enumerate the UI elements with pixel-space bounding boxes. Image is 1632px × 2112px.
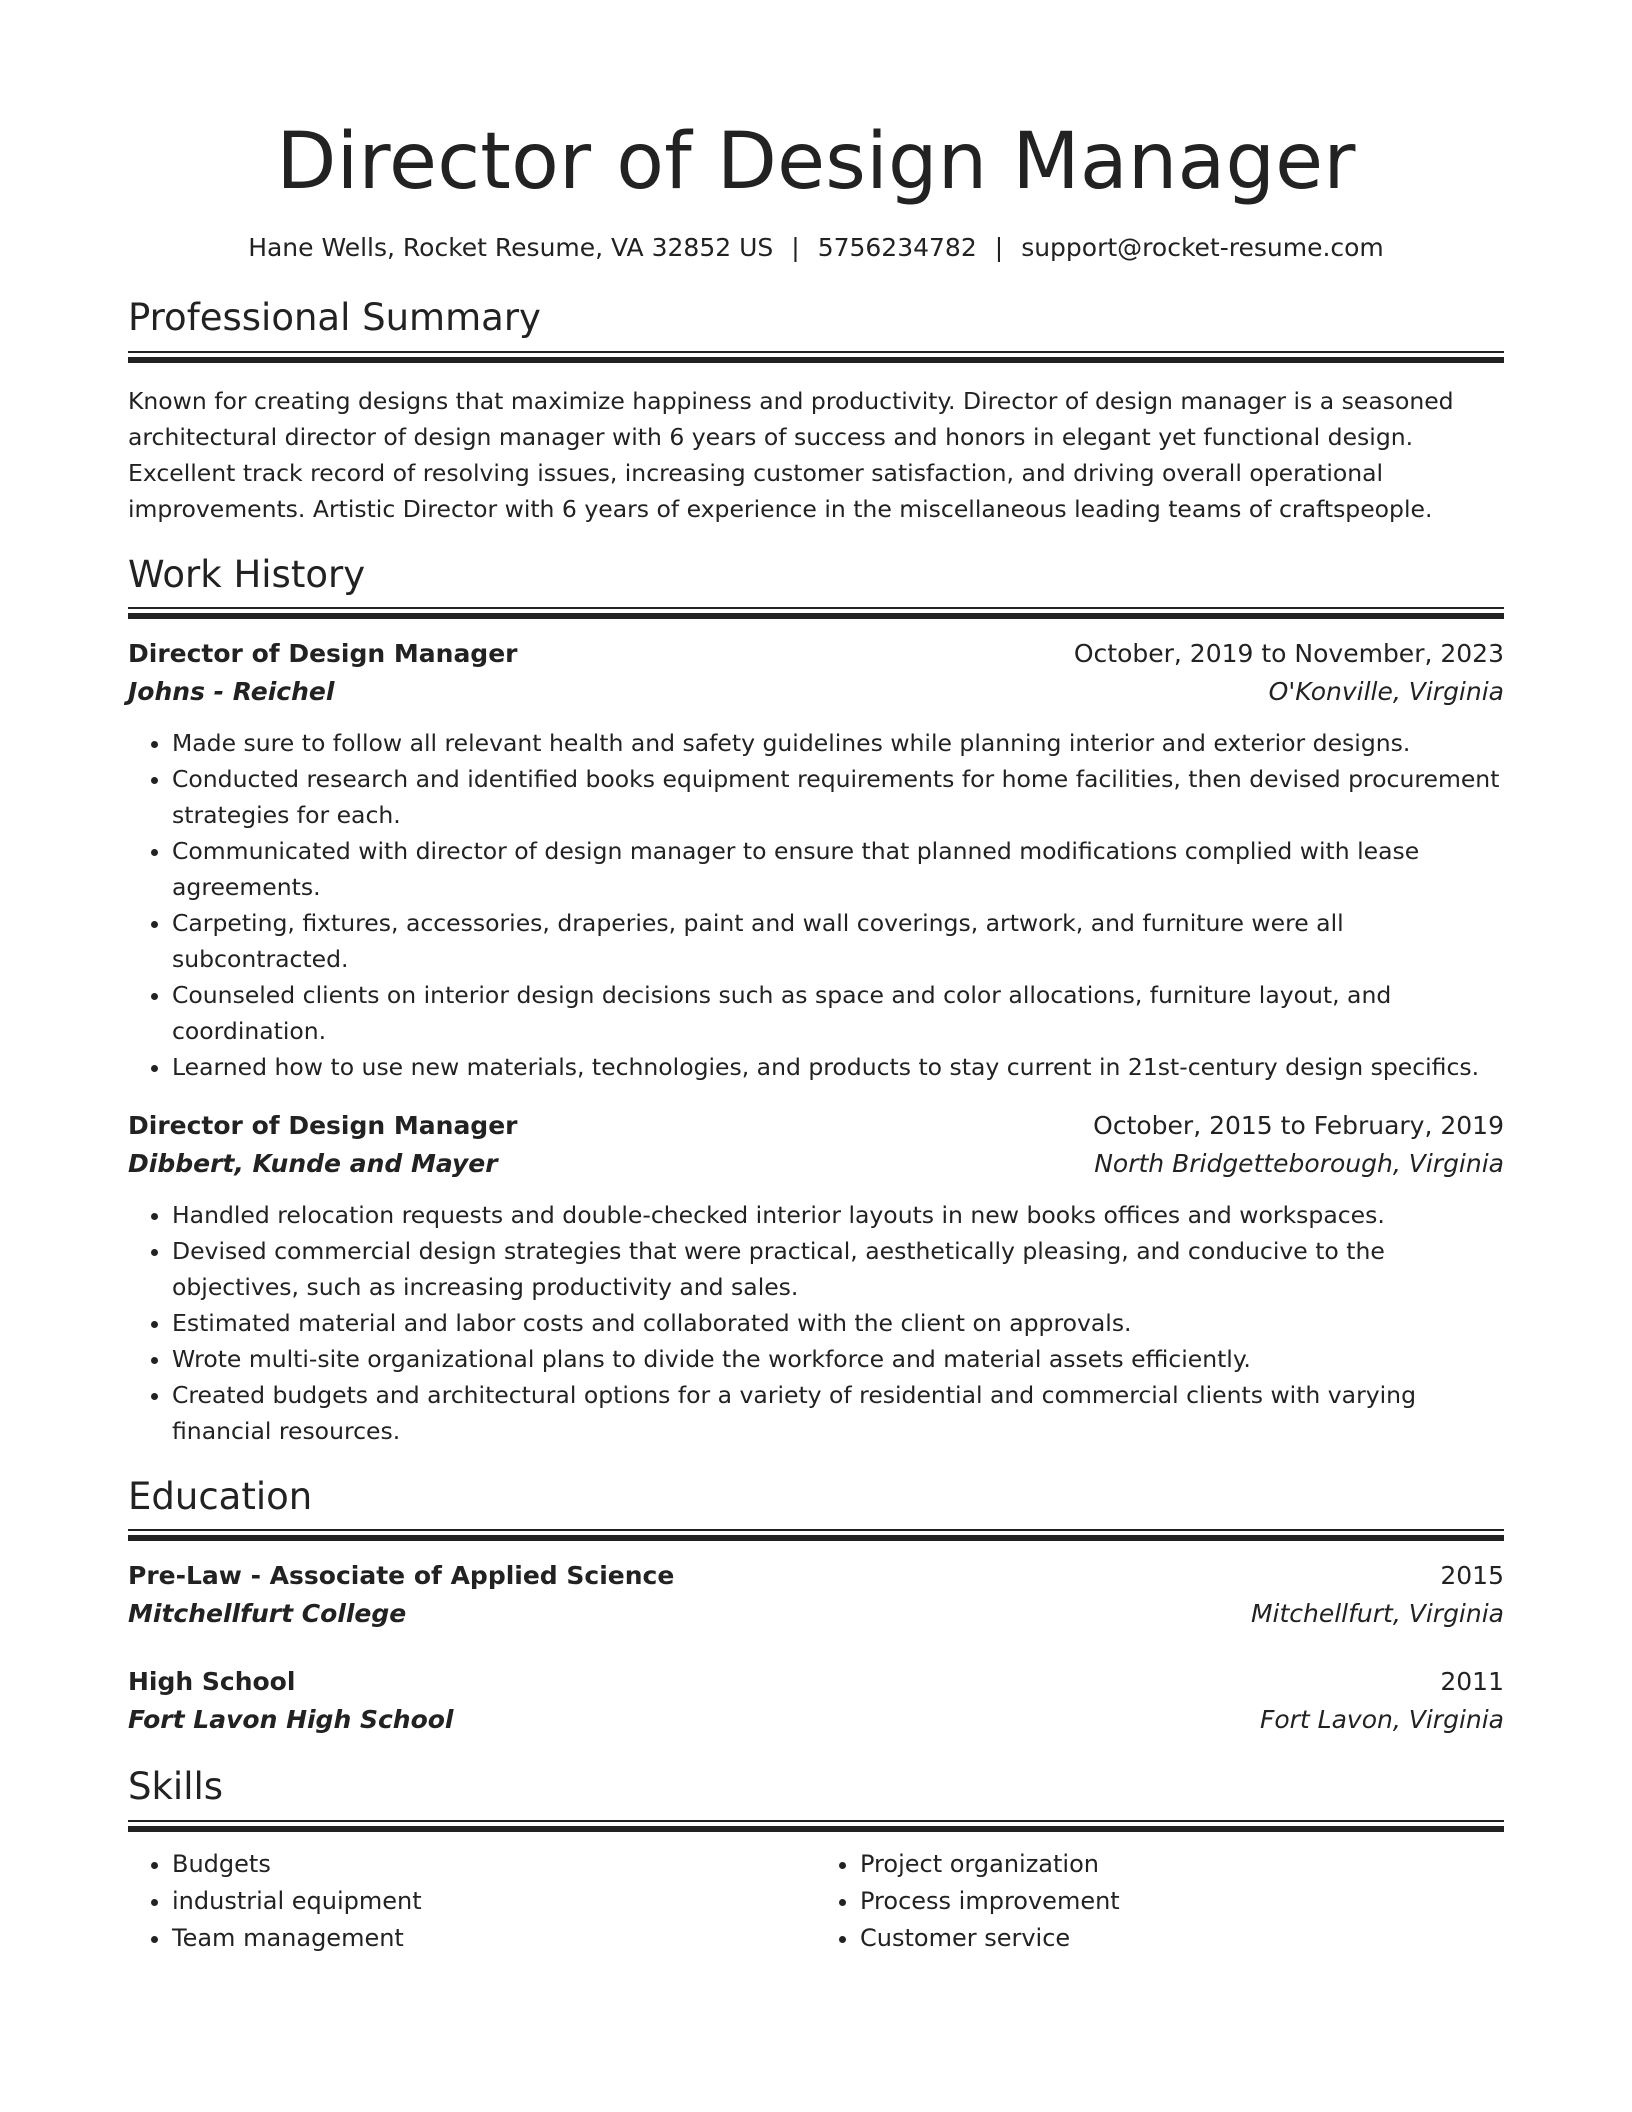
job-dates: October, 2015 to February, 2019: [1093, 1110, 1504, 1140]
contact-separator: |: [994, 232, 1004, 262]
education-degree: High School: [128, 1667, 296, 1697]
skill-item: • Project organization: [860, 1846, 1504, 1883]
section-heading-work-history: Work History: [128, 552, 366, 596]
list-item: • Created budgets and architectural options for a variety of residential and commercial clients with varying financial resources.: [172, 1377, 1504, 1449]
list-item: • Handled relocation requests and double-checked interior layouts in new books offices and workspaces.: [172, 1197, 1504, 1233]
education-header: [128, 1557, 1504, 1595]
list-item: • Learned how to use new materials, technologies, and products to stay current in 21st-century design specifics.: [172, 1049, 1504, 1085]
list-item: • Wrote multi-site organizational plans to divide the workforce and material assets efficiently.: [172, 1341, 1504, 1377]
education-location: Mitchellfurt, Virginia: [1250, 1599, 1504, 1629]
list-item: • Counseled clients on interior design decisions such as space and color allocations, furniture layout, and coordination.: [172, 977, 1504, 1049]
skills-list-left: [128, 1846, 816, 1957]
education-degree: Pre-Law - Associate of Applied Science: [128, 1561, 675, 1591]
contact-address: Hane Wells, Rocket Resume, VA 32852 US: [248, 232, 774, 262]
section-heading-education: Education: [128, 1474, 313, 1518]
list-item: • Made sure to follow all relevant health and safety guidelines while planning interior and exterior designs.: [172, 725, 1504, 761]
skills-list-right: [816, 1846, 1504, 1957]
job-header: [128, 635, 1504, 673]
section-divider: [128, 351, 1504, 363]
education-header: [128, 1663, 1504, 1701]
education-school: Fort Lavon High School: [128, 1705, 454, 1735]
section-divider: [128, 1820, 1504, 1832]
education-entry: [128, 1557, 1504, 1633]
job-location: North Bridgetteborough, Virginia: [1094, 1148, 1504, 1178]
education-entry: [128, 1663, 1504, 1739]
section-heading-summary: Professional Summary: [128, 296, 541, 340]
job-header: [128, 1107, 1504, 1145]
education-subheader: [128, 1701, 1504, 1739]
skill-item: • Customer service: [860, 1920, 1504, 1957]
education-location: Fort Lavon, Virginia: [1259, 1705, 1504, 1735]
job-bullets: [128, 1197, 1504, 1449]
education-year: 2011: [1440, 1667, 1504, 1697]
job-dates: October, 2019 to November, 2023: [1073, 638, 1504, 668]
skill-item: • Team management: [172, 1920, 816, 1957]
resume-title: Director of Design Manager: [276, 117, 1356, 207]
skills-columns: [128, 1846, 1504, 1957]
job-company: Johns - Reichel: [128, 676, 335, 706]
job-subheader: [128, 1145, 1504, 1183]
skill-item: • Budgets: [172, 1846, 816, 1883]
contact-phone: 5756234782: [817, 232, 977, 262]
skill-item: • Process improvement: [860, 1883, 1504, 1920]
section-divider: [128, 607, 1504, 619]
list-item: • Devised commercial design strategies that were practical, aesthetically pleasing, and conducive to the objectives, such as increasing productivity and sales.: [172, 1233, 1504, 1305]
list-item: • Communicated with director of design manager to ensure that planned modifications complied with lease agreements.: [172, 833, 1504, 905]
summary-text: Known for creating designs that maximize happiness and productivity. Director of design manager is a seasoned architectural director of design manager with 6 years of success and honors in elegant yet functional design. Excellent track record of resolving issues, increasing customer satisfaction, and driving overall operational improvements. Artistic Director with 6 years of experience in the miscellaneous leading teams of craftspeople.: [128, 386, 1454, 523]
skill-item: • industrial equipment: [172, 1883, 816, 1920]
job-title: Director of Design Manager: [128, 1110, 518, 1140]
job-company: Dibbert, Kunde and Mayer: [128, 1148, 498, 1178]
contact-line: [128, 232, 1504, 265]
list-item: • Conducted research and identified books equipment requirements for home facilities, then devised procurement strategies for each.: [172, 761, 1504, 833]
education-school: Mitchellfurt College: [128, 1599, 407, 1629]
job-location: O'Konville, Virginia: [1268, 676, 1504, 706]
summary-section: [128, 296, 1504, 526]
education-year: 2015: [1440, 1561, 1504, 1591]
contact-separator: |: [791, 232, 800, 262]
skills-section: [128, 1765, 1504, 1956]
education-section: [128, 1475, 1504, 1739]
job-entry: [128, 1107, 1504, 1449]
education-subheader: [128, 1595, 1504, 1633]
list-item: • Carpeting, fixtures, accessories, draperies, paint and wall coverings, artwork, and furniture were all subcontracted.: [172, 905, 1504, 977]
list-item: • Estimated material and labor costs and collaborated with the client on approvals.: [172, 1305, 1504, 1341]
work-history-section: [128, 553, 1504, 1449]
contact-email: support@rocket-resume.com: [1021, 232, 1384, 262]
section-divider: [128, 1529, 1504, 1541]
job-title: Director of Design Manager: [128, 638, 518, 668]
job-entry: [128, 635, 1504, 1085]
job-bullets: [128, 725, 1504, 1085]
section-heading-skills: Skills: [128, 1765, 224, 1809]
job-subheader: [128, 673, 1504, 711]
